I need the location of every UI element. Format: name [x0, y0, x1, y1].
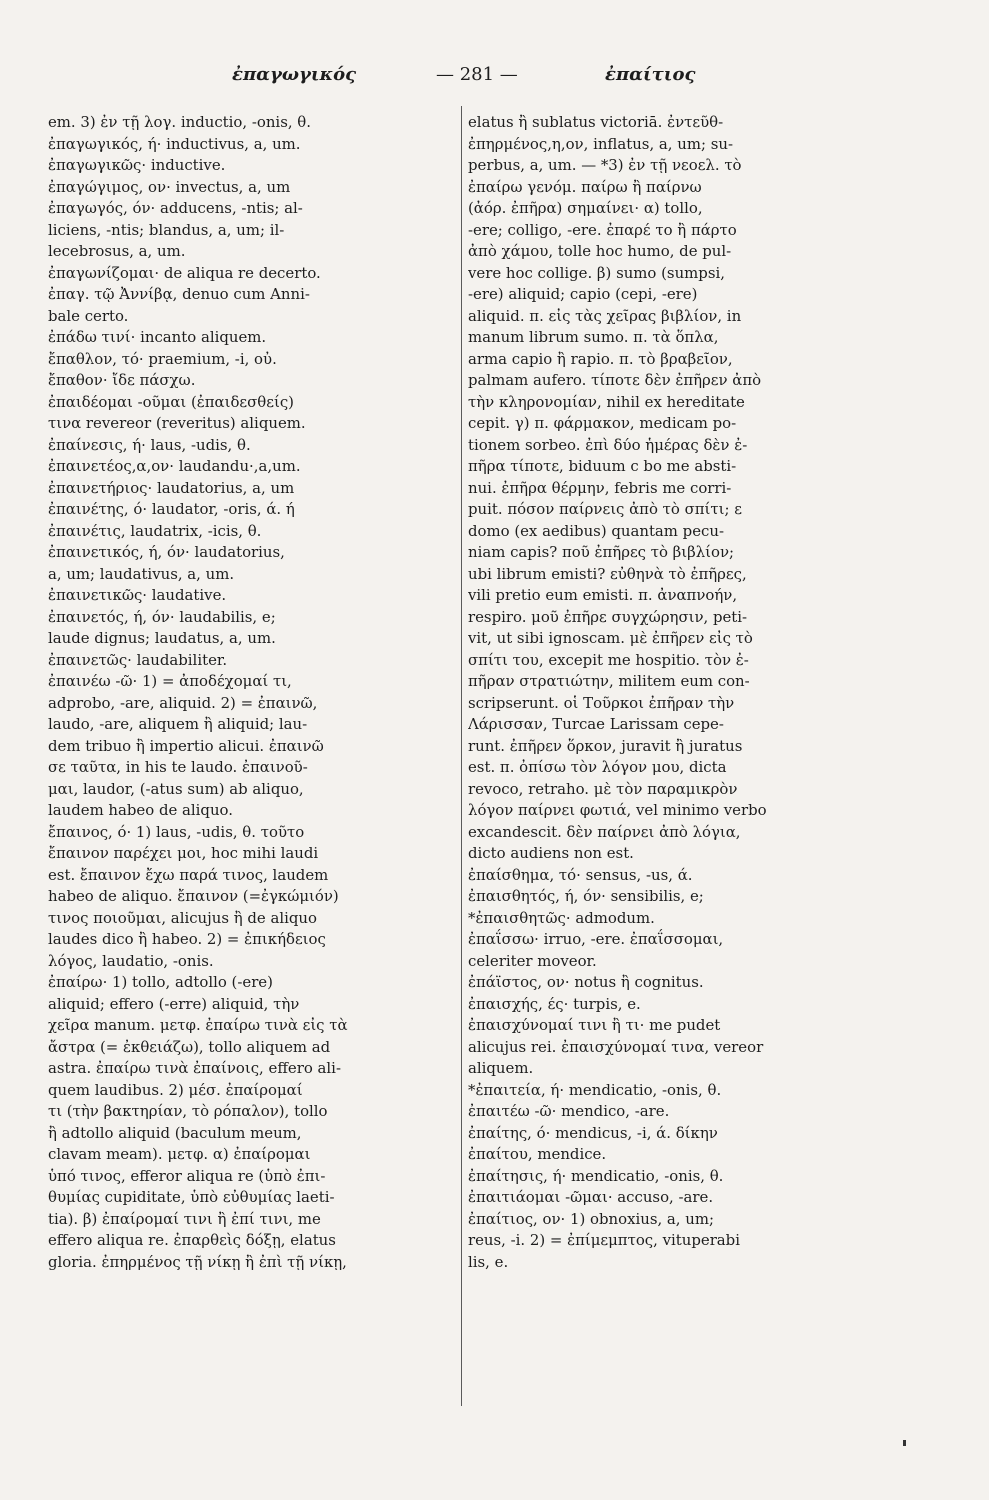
dictionary-line: ἄστρα (= ἐκθειάζω), tollo aliquem ad: [48, 1037, 331, 1056]
dictionary-line: tia). β) ἐπαίρομαί τινι ἢ ἐπί τινι, me: [48, 1209, 321, 1228]
dictionary-line: ἐπαισχύνομαί τινι ἢ τι· me pudet: [468, 1016, 721, 1034]
dictionary-line: ἐπαγώγιμος, ον· invectus, a, um: [48, 177, 291, 196]
dictionary-line: ἐπαγωγικῶς· inductive.: [48, 156, 226, 174]
dictionary-line: ἐπαίτου, mendice.: [468, 1145, 607, 1163]
dictionary-line: effero aliqua re. ἐπαρθεὶς δόξῃ, elatus: [48, 1231, 336, 1249]
dictionary-line: est. ἔπαινον ἔχω παρά τινος, laudem: [48, 865, 329, 884]
dictionary-line: -ere; colligo, -ere. ἐπαρέ το ἢ πάρτο: [468, 220, 737, 239]
dictionary-line: ἐπαιτέω -ῶ· mendico, -are.: [468, 1102, 670, 1120]
dictionary-line: elatus ἢ sublatus victoriā. ἐντεῦθ-: [468, 113, 724, 131]
dictionary-line: em. 3) ἐν τῇ λογ. inductio, -onis, θ.: [48, 113, 312, 131]
dictionary-line: (ἀόρ. ἐπῆρα) σημαίνει· α) tollo,: [468, 199, 703, 217]
page-header: [0, 64, 989, 94]
dictionary-line: λόγον παίρνει φωτιά, vel minimo verbo: [468, 801, 767, 819]
dictionary-line: θυμίας cupiditate, ὑπὸ εὐθυμίας laeti-: [48, 1188, 335, 1206]
print-speck: [903, 1440, 906, 1446]
running-head-right: ἐπαίτιος: [605, 64, 696, 85]
dictionary-line: *ἐπαιτεία, ή· mendicatio, -onis, θ.: [468, 1080, 722, 1099]
dictionary-line: τινα revereor (reveritus) aliquem.: [48, 414, 306, 432]
dictionary-line: ἔπαινον παρέχει μοι, hoc mihi laudi: [48, 844, 319, 862]
dictionary-line: ἐπαίνεσις, ή· laus, -udis, θ.: [48, 435, 251, 454]
dictionary-line: aliquid; effero (-erre) aliquid, τὴν: [48, 994, 300, 1013]
running-head-left: ἐπαγωγικός: [232, 64, 357, 85]
dictionary-line: ἔπαινος, ό· 1) laus, -udis, θ. τοῦτο: [48, 822, 305, 841]
dictionary-line: adprobo, -are, aliquid. 2) = ἐπαινῶ,: [48, 693, 318, 712]
dictionary-line: λόγος, laudatio, -onis.: [48, 951, 214, 970]
dictionary-line: τινος ποιοῦμαι, alicujus ἢ de aliquo: [48, 908, 317, 927]
dictionary-line: ἔπαθλον, τό· praemium, -i, οὐ.: [48, 349, 277, 368]
dictionary-line: ἐπαίσθημα, τό· sensus, -us, ά.: [468, 865, 693, 884]
dictionary-line: ἐπαγωνίζομαι· de aliqua re decerto.: [48, 263, 321, 282]
column-divider: [461, 106, 462, 1406]
dictionary-line: lis, e.: [468, 1252, 509, 1271]
dictionary-line: vit, ut sibi ignoscam. μὲ ἐπῆρεν εἰς τὸ: [468, 629, 753, 647]
dictionary-line: tionem sorbeo. ἐπὶ δύο ἡμέρας δὲν ἐ-: [468, 435, 748, 454]
dictionary-line: ἐπαινέω -ῶ· 1) = ἀποδέχομαί τι,: [48, 672, 292, 690]
dictionary-line: scripserunt. οἱ Τοῦρκοι ἐπῆραν τὴν: [468, 693, 735, 712]
dictionary-line: laudes dico ἢ habeo. 2) = ἐπικήδειος: [48, 930, 326, 948]
dictionary-line: habeo de aliquo. ἔπαινον (=ἐγκώμιόν): [48, 887, 339, 905]
dictionary-line: ἐπάϊστος, ον· notus ἢ cognitus.: [468, 973, 704, 991]
dictionary-line: nui. ἐπῆρα θέρμην, febris me corri-: [468, 478, 732, 497]
dictionary-line: ubi librum emisti? εὐθηνὰ τὸ ἐπῆρες,: [468, 564, 747, 583]
dictionary-line: astra. ἐπαίρω τινὰ ἐπαίνοις, effero ali-: [48, 1059, 341, 1077]
dictionary-line: ἐπαγ. τῷ Ἀννίβᾳ, denuo cum Anni-: [48, 285, 310, 303]
dictionary-line: reus, -i. 2) = ἐπίμεμπτος, vituperabi: [468, 1231, 740, 1249]
dictionary-line: bale certo.: [48, 306, 129, 325]
dictionary-line: vere hoc collige. β) sumo (sumpsi,: [468, 263, 725, 282]
dictionary-line: clavam meam). μετφ. α) ἐπαίρομαι: [48, 1145, 311, 1163]
dictionary-line: ἐπηρμένος,η,ον, inflatus, a, um; su-: [468, 134, 733, 153]
dictionary-line: quem laudibus. 2) μέσ. ἐπαίρομαί: [48, 1080, 303, 1099]
dictionary-line: ἐπαιδέομαι -οῦμαι (ἐπαιδεσθείς): [48, 392, 294, 411]
dictionary-line: liciens, -ntis; blandus, a, um; il-: [48, 220, 285, 239]
dictionary-line: ἐπαισχής, ές· turpis, e.: [468, 994, 641, 1013]
dictionary-line: respiro. μοῦ ἐπῆρε συγχώρησιν, peti-: [468, 607, 748, 626]
dictionary-line: ἐπάδω τινί· incanto aliquem.: [48, 328, 267, 346]
dictionary-line: ἐπαινετέος,α,ον· laudandu·,a,um.: [48, 457, 301, 475]
page-number: — 281 —: [436, 64, 518, 85]
dictionary-line: χεῖρα manum. μετφ. ἐπαίρω τινὰ εἰς τὰ: [48, 1016, 348, 1034]
dictionary-line: ἐπαιτιάομαι -ῶμαι· accuso, -are.: [468, 1188, 714, 1206]
dictionary-line: ἐπαινετικός, ή, όν· laudatorius,: [48, 543, 285, 561]
dictionary-line: ἐπαγωγικός, ή· inductivus, a, um.: [48, 134, 301, 153]
dictionary-line: revoco, retraho. μὲ τὸν παραμικρὸν: [468, 779, 738, 798]
dictionary-line: aliquem.: [468, 1059, 534, 1077]
dictionary-line: -ere) aliquid; capio (cepi, -ere): [468, 285, 698, 303]
dictionary-line: πῆραν στρατιώτην, militem eum con-: [468, 672, 750, 690]
dictionary-line: ἢ adtollo aliquid (baculum meum,: [48, 1123, 302, 1142]
dictionary-line: ἐπαινετός, ή, όν· laudabilis, e;: [48, 607, 276, 626]
dictionary-line: ἐπαγωγός, όν· adducens, -ntis; al-: [48, 199, 303, 217]
dictionary-line: cepit. γ) π. φάρμακον, medicam po-: [468, 414, 737, 432]
dictionary-line: ἐπαίτησις, ή· mendicatio, -onis, θ.: [468, 1166, 724, 1185]
dictionary-line: σπίτι του, excepit me hospitio. τὸν ἐ-: [468, 650, 749, 669]
dictionary-line: μαι, laudor, (-atus sum) ab aliquo,: [48, 779, 304, 798]
dictionary-line: ἐπαινετικῶς· laudative.: [48, 586, 227, 604]
dictionary-line: ἐπαίτιος, ον· 1) obnoxius, a, um;: [468, 1209, 715, 1228]
dictionary-line: puit. πόσον παίρνεις ἀπὸ τὸ σπίτι; ε: [468, 500, 742, 518]
dictionary-line: ἐπαινέτις, laudatrix, -icis, θ.: [48, 521, 262, 540]
dictionary-line: laude dignus; laudatus, a, um.: [48, 629, 276, 647]
dictionary-line: celeriter moveor.: [468, 951, 597, 970]
dictionary-line: ἐπαΐσσω· irruo, -ere. ἐπαΐσσομαι,: [468, 930, 724, 948]
dictionary-line: laudo, -are, aliquem ἢ aliquid; lau-: [48, 715, 308, 733]
dictionary-line: a, um; laudativus, a, um.: [48, 564, 235, 583]
dictionary-line: excandescit. δὲν παίρνει ἀπὸ λόγια,: [468, 822, 741, 841]
dictionary-line: est. π. ὀπίσω τὸν λόγον μου, dicta: [468, 758, 727, 776]
dictionary-line: manum librum sumo. π. τὰ ὅπλα,: [468, 328, 719, 346]
dictionary-line: ἐπαίρω· 1) tollo, adtollo (-ere): [48, 973, 273, 991]
dictionary-line: dicto audiens non est.: [468, 844, 634, 862]
dictionary-line: lecebrosus, a, um.: [48, 242, 186, 260]
dictionary-line: ἐπαισθητός, ή, όν· sensibilis, e;: [468, 887, 704, 905]
dictionary-line: σε ταῦτα, in his te laudo. ἐπαινοῦ-: [48, 758, 308, 776]
dictionary-line: domo (ex aedibus) quantam pecu-: [468, 521, 724, 540]
left-column: [48, 112, 460, 1402]
dictionary-line: alicujus rei. ἐπαισχύνομαί τινα, vereor: [468, 1037, 764, 1056]
dictionary-line: ἐπαινετῶς· laudabiliter.: [48, 650, 228, 669]
dictionary-line: ἀπὸ χάμου, tolle hoc humo, de pul-: [468, 242, 732, 260]
dictionary-line: perbus, a, um. — *3) ἐν τῇ νεοελ. τὸ: [468, 156, 742, 174]
dictionary-line: palmam aufero. τίποτε δὲν ἐπῆρεν ἀπὸ: [468, 371, 762, 389]
dictionary-line: aliquid. π. εἰς τὰς χεῖρας βιβλίον, in: [468, 306, 742, 325]
dictionary-line: vili pretio eum emisti. π. ἀναπνοήν,: [468, 586, 738, 604]
dictionary-line: ἔπαθον· ἴδε πάσχω.: [48, 371, 196, 389]
dictionary-line: gloria. ἐπηρμένος τῇ νίκῃ ἢ ἐπὶ τῇ νίκῃ,: [48, 1252, 347, 1271]
dictionary-line: laudem habeo de aliquo.: [48, 801, 233, 819]
dictionary-line: *ἐπαισθητῶς· admodum.: [468, 908, 655, 927]
dictionary-line: niam capis? ποῦ ἐπῆρες τὸ βιβλίον;: [468, 543, 735, 561]
dictionary-line: ἐπαινετήριος· laudatorius, a, um: [48, 478, 295, 497]
dictionary-line: ὑπό τινος, efferor aliqua re (ὑπὸ ἐπι-: [48, 1166, 326, 1185]
dictionary-line: ἐπαίτης, ό· mendicus, -i, ά. δίκην: [468, 1123, 718, 1142]
dictionary-line: τι (τὴν βακτηρίαν, τὸ ρόπαλον), tollo: [48, 1102, 328, 1120]
dictionary-line: runt. ἐπῆρεν ὅρκον, juravit ἢ juratus: [468, 736, 743, 755]
right-column: [468, 112, 880, 1402]
dictionary-line: Λάρισσαν, Turcae Larissam cepe-: [468, 715, 724, 733]
dictionary-line: ἐπαίρω γενόμ. παίρω ἢ παίρνω: [468, 177, 702, 196]
dictionary-line: dem tribuo ἢ impertio alicui. ἐπαινῶ: [48, 736, 324, 755]
dictionary-line: τὴν κληρονομίαν, nihil ex hereditate: [468, 392, 745, 411]
dictionary-line: arma capio ἢ rapio. π. τὸ βραβεῖον,: [468, 349, 733, 368]
dictionary-line: ἐπαινέτης, ό· laudator, -oris, ά. ή: [48, 500, 295, 518]
dictionary-line: πῆρα τίποτε, biduum c bo me absti-: [468, 457, 737, 475]
